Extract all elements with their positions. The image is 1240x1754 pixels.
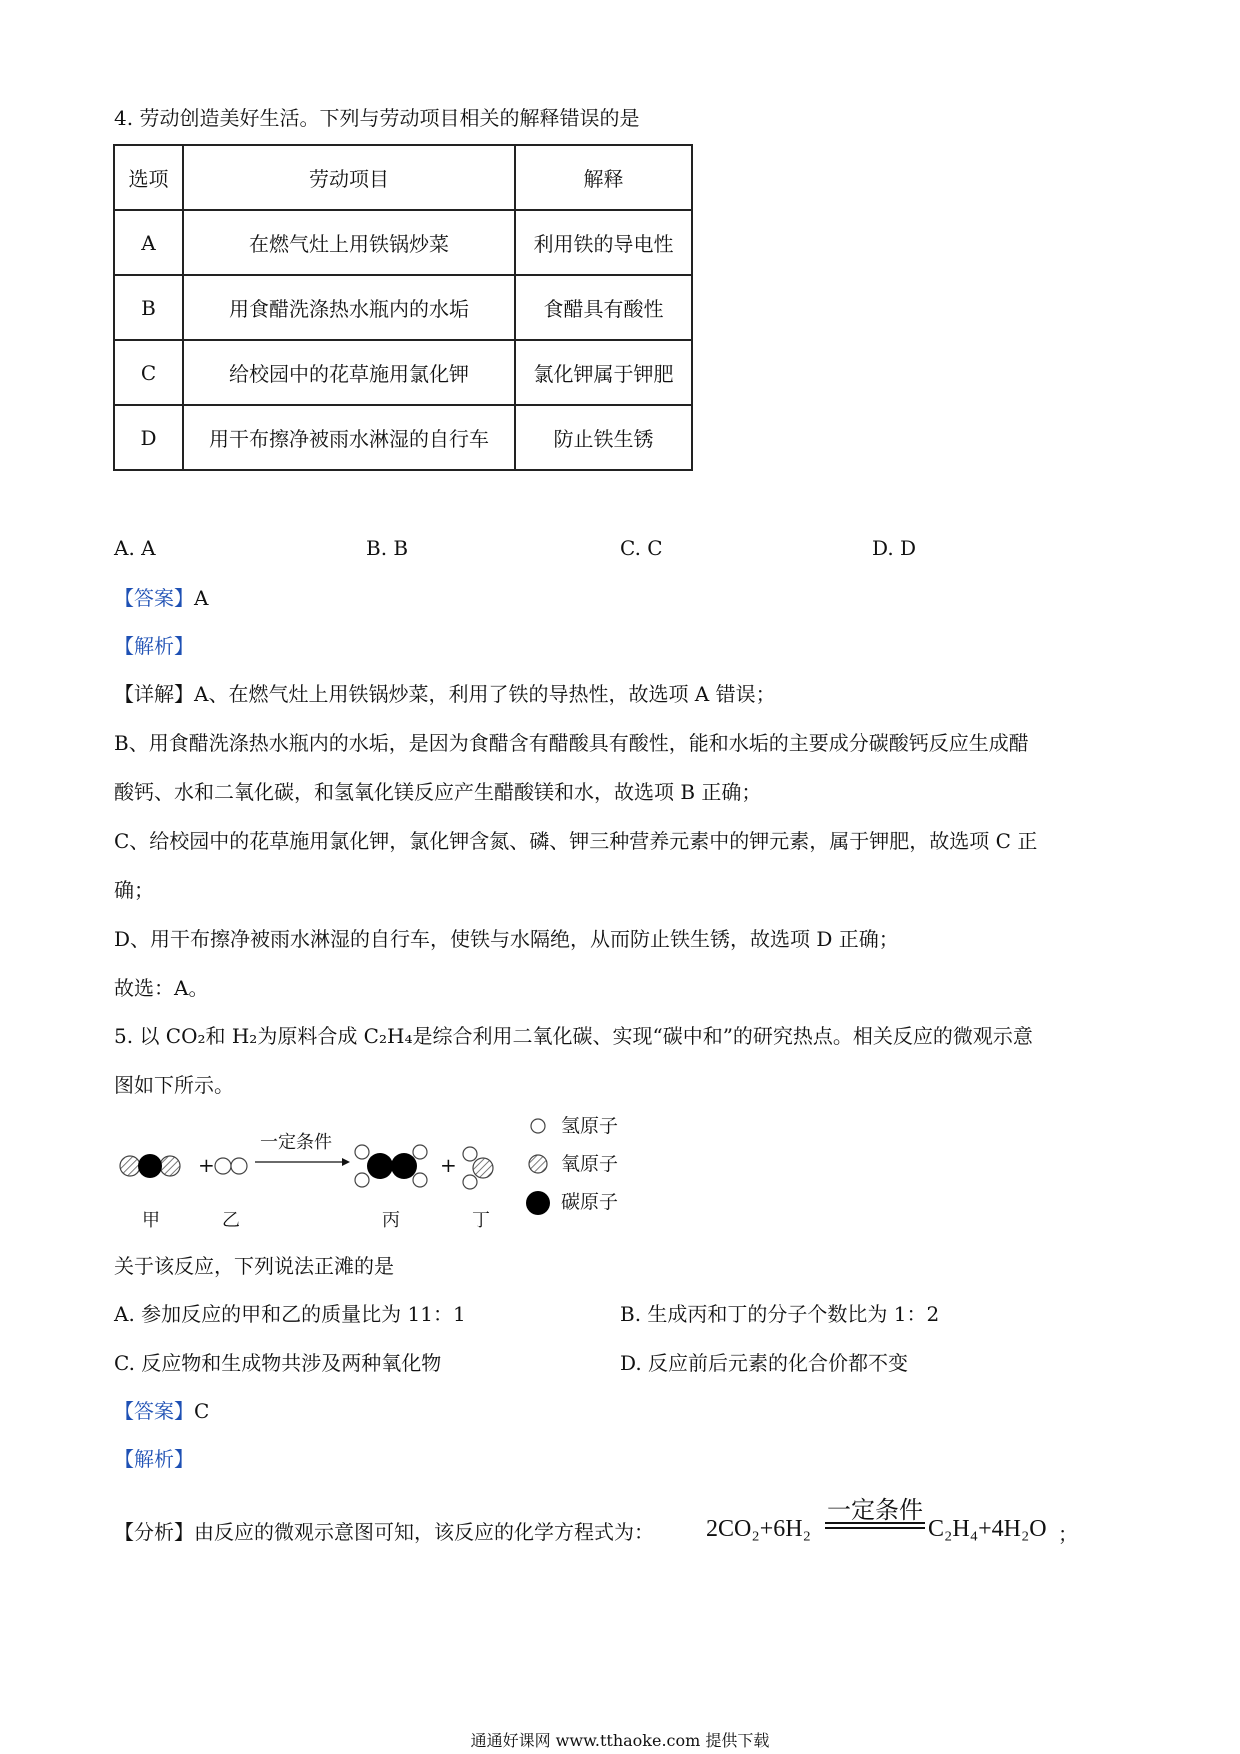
analysis-text: 由反应的微观示意图可知，该反应的化学方程式为：	[194, 1520, 654, 1544]
table-cell: C	[114, 340, 183, 405]
table-row	[114, 275, 692, 340]
label-bing: 丙	[382, 1210, 400, 1231]
q4-option-d: D. D	[872, 536, 917, 560]
co2-molecule	[120, 1154, 180, 1178]
table-row	[114, 340, 692, 405]
q5-option-b: B. 生成丙和丁的分子个数比为 1：2	[620, 1302, 940, 1326]
page-footer: 通通好课网 www.tthaoke.com 提供下载	[470, 1731, 770, 1750]
table-cell: 给校园中的花草施用氯化钾	[183, 340, 515, 405]
equation-right: C₂H₄+4H₂O	[928, 1516, 1047, 1542]
table-header-cell: 解释	[515, 145, 692, 210]
equation-bar-bottom	[825, 1527, 925, 1529]
table-cell: B	[114, 275, 183, 340]
answer-tag: 【答案】	[114, 586, 194, 610]
q4-analysis-tag: 【解析】	[114, 634, 194, 658]
table-cell: 用食醋洗涤热水瓶内的水垢	[183, 275, 515, 340]
table-cell: 氯化钾属于钾肥	[515, 340, 692, 405]
table-row	[114, 405, 692, 470]
reaction-condition: 一定条件	[260, 1132, 332, 1153]
q4-table	[113, 144, 693, 471]
q5-answer	[114, 1397, 209, 1425]
answer-value: C	[194, 1399, 210, 1423]
label-yi: 乙	[222, 1210, 240, 1231]
detail-text: A、在燃气灶上用铁锅炒菜，利用了铁的导热性，故选项 A 错误；	[194, 682, 776, 706]
equation-bar-top	[825, 1522, 925, 1524]
answer-value: A	[194, 586, 209, 610]
q4-detail-line: D、用干布擦净被雨水淋湿的自行车，使铁与水隔绝，从而防止铁生锈，故选项 D 正确；	[114, 927, 899, 951]
reaction-micro-diagram	[110, 1108, 670, 1238]
table-header-cell: 劳动项目	[183, 145, 515, 210]
q4-detail-line	[114, 680, 776, 708]
legend	[526, 1115, 618, 1215]
table-cell: 防止铁生锈	[515, 405, 692, 470]
table-cell: 食醋具有酸性	[515, 275, 692, 340]
legend-label: 氢原子	[561, 1115, 619, 1137]
label-jia: 甲	[142, 1210, 160, 1231]
hydrogen-atom-swatch	[531, 1119, 545, 1133]
q4-detail-line: B、用食醋洗涤热水瓶内的水垢，是因为食醋含有醋酸具有酸性，能和水垢的主要成分碳酸钙反应生成醋	[114, 731, 1029, 755]
q5-question: 关于该反应，下列说法正滩的是	[114, 1254, 394, 1278]
detail-tag: 【详解】	[114, 682, 194, 706]
q4-detail-line: C、给校园中的花草施用氯化钾，氯化钾含氮、磷、钾三种营养元素中的钾元素，属于钾肥，故选项 C 正	[114, 829, 1038, 853]
q5-analysis-tag: 【解析】	[114, 1447, 194, 1471]
h2-molecule	[215, 1158, 247, 1174]
table-header-row	[114, 145, 692, 210]
oxygen-atom-swatch	[529, 1155, 547, 1173]
legend-label: 氧原子	[561, 1153, 619, 1175]
table-cell: 用干布擦净被雨水淋湿的自行车	[183, 405, 515, 470]
q4-option-c: C. C	[620, 536, 663, 560]
h2o-molecule	[463, 1147, 493, 1189]
q5-stem: 图如下所示。	[114, 1073, 234, 1097]
plus-sign: +	[198, 1153, 215, 1177]
table-row	[114, 210, 692, 275]
q5-option-a: A. 参加反应的甲和乙的质量比为 11：1	[114, 1302, 466, 1326]
q5-option-c: C. 反应物和生成物共涉及两种氧化物	[114, 1351, 442, 1375]
equation-left: 2CO₂+6H₂	[706, 1516, 811, 1542]
table-cell: 在燃气灶上用铁锅炒菜	[183, 210, 515, 275]
analysis-intro-tag: 【分析】	[114, 1520, 194, 1544]
equation-condition: 一定条件	[827, 1496, 923, 1524]
q4-option-b: B. B	[366, 536, 409, 560]
q4-detail-line: 确；	[114, 878, 154, 902]
carbon-atom-swatch	[526, 1191, 550, 1215]
table-cell: D	[114, 405, 183, 470]
equation-end: ；	[1058, 1522, 1078, 1546]
label-ding: 丁	[472, 1210, 490, 1231]
q4-detail-line: 故选：A。	[114, 976, 209, 1000]
answer-tag: 【答案】	[114, 1399, 194, 1423]
table-cell: A	[114, 210, 183, 275]
arrow-head	[342, 1158, 350, 1166]
q5-stem: 5. 以 CO₂和 H₂为原料合成 C₂H₄是综合利用二氧化碳、实现“碳中和”的研究热点。相关反应的微观示意	[114, 1024, 1033, 1048]
q5-option-d: D. 反应前后元素的化合价都不变	[620, 1351, 909, 1375]
table-cell: 利用铁的导电性	[515, 210, 692, 275]
c2h4-molecule	[355, 1145, 427, 1187]
q4-answer	[114, 584, 208, 612]
q4-option-a: A. A	[114, 536, 156, 560]
q5-analysis-line	[114, 1518, 654, 1546]
legend-label: 碳原子	[561, 1191, 619, 1213]
plus-sign: +	[440, 1153, 457, 1177]
q4-detail-line: 酸钙、水和二氧化碳，和氢氧化镁反应产生醋酸镁和水，故选项 B 正确；	[114, 780, 762, 804]
q4-stem: 4. 劳动创造美好生活。下列与劳动项目相关的解释错误的是	[114, 106, 640, 130]
table-header-cell: 选项	[114, 145, 183, 210]
